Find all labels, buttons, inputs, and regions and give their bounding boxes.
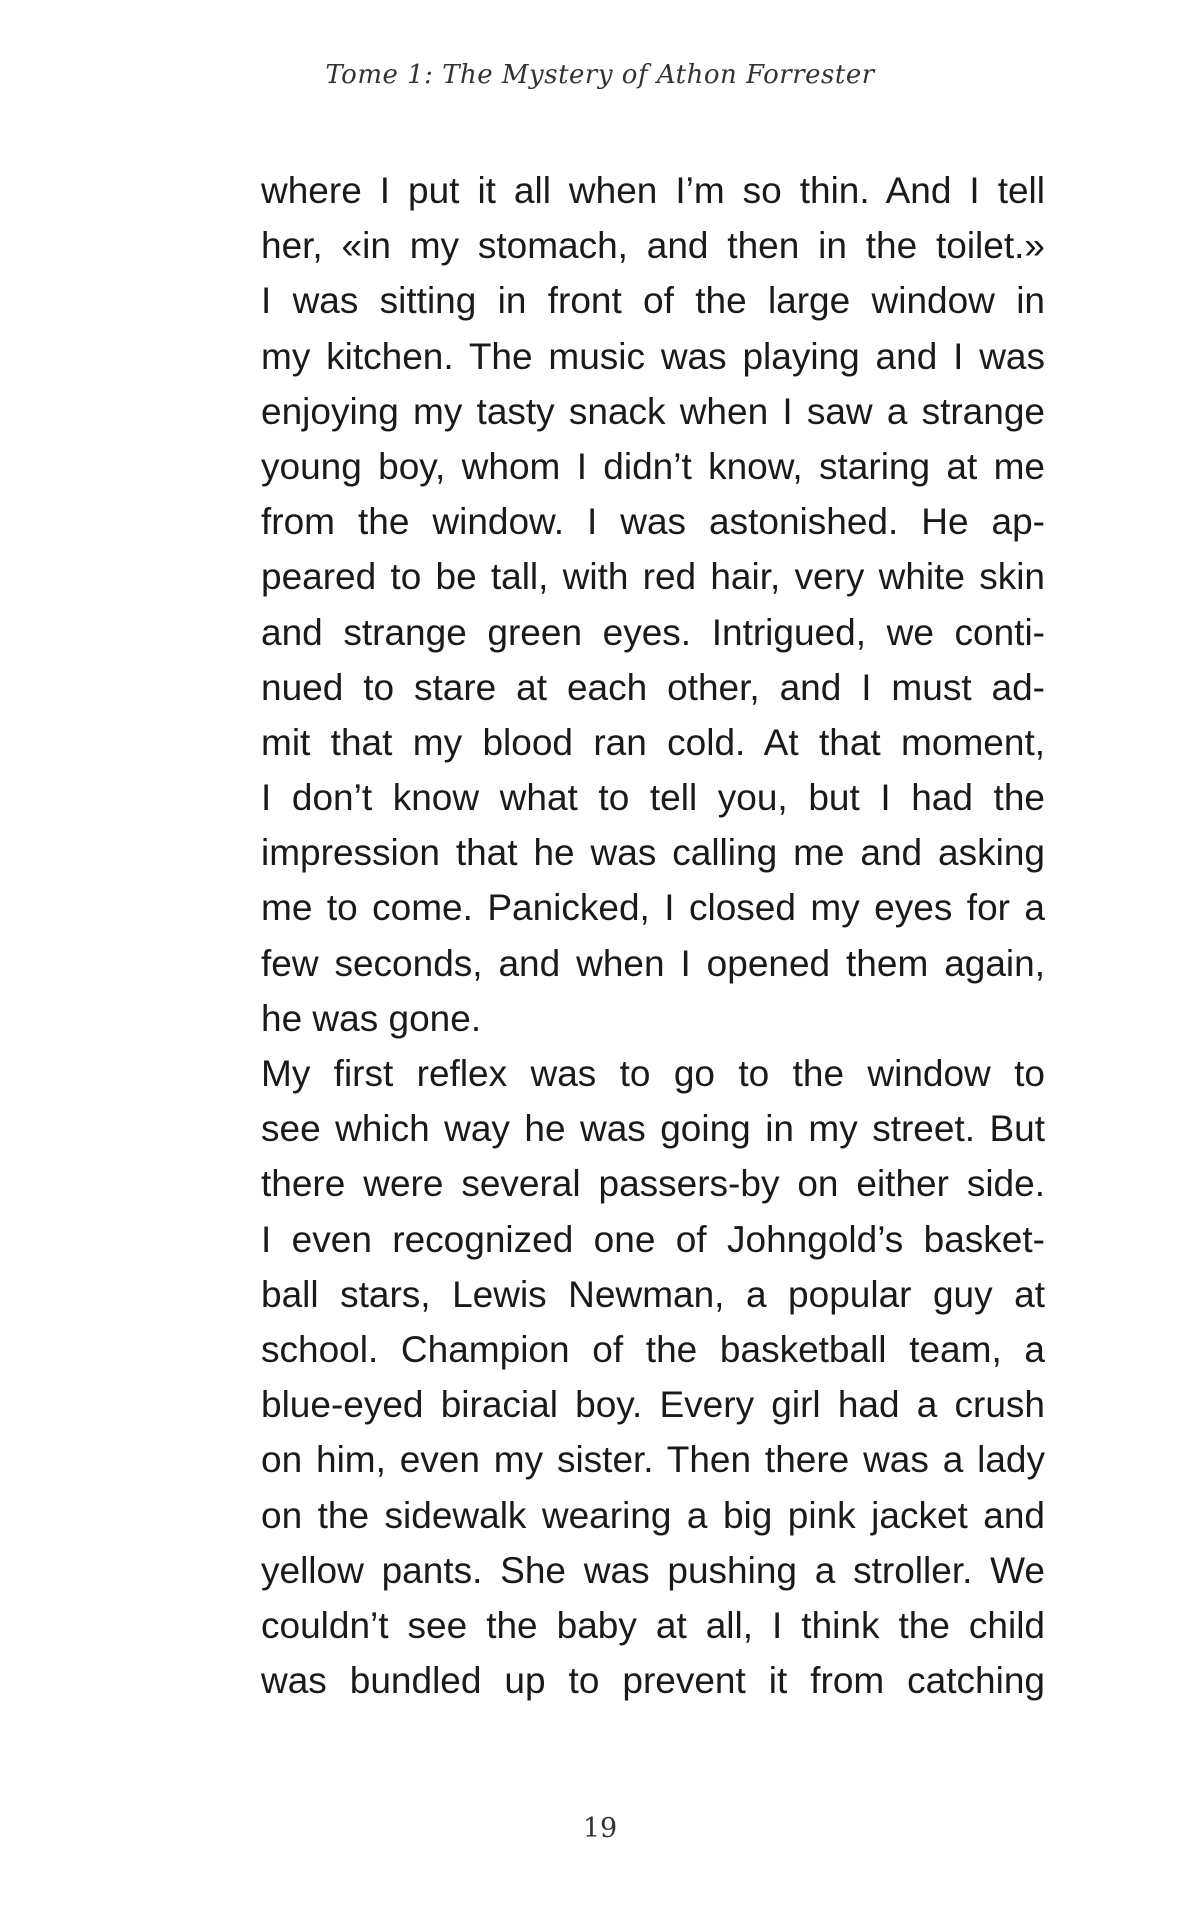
text-line: my kitchen. The music was playing and I was: [261, 335, 1045, 377]
text-line: on him, even my sister. Then there was a lady: [261, 1439, 1045, 1481]
text-line: My first reflex was to go to the window to: [261, 1053, 1045, 1094]
body-text: [261, 163, 1045, 1708]
text-line: he was gone.: [261, 997, 482, 1039]
text-line: yellow pants. She was pushing a stroller. We: [261, 1549, 1045, 1591]
text-line: enjoying my tasty snack when I saw a strange: [261, 390, 1045, 432]
text-line: I even recognized one of Johngold’s basket-: [261, 1218, 1045, 1260]
text-line: see which way he was going in my street. But: [261, 1108, 1045, 1150]
text-line: blue-eyed biracial boy. Every girl had a crush: [261, 1384, 1045, 1426]
text-line: nued to stare at each other, and I must ad-: [261, 666, 1045, 708]
text-line: from the window. I was astonished. He ap-: [261, 501, 1045, 543]
text-line: school. Champion of the basketball team, a: [261, 1328, 1045, 1370]
text-line: on the sidewalk wearing a big pink jacket and: [261, 1494, 1045, 1536]
page-number: 19: [582, 1813, 618, 1844]
text-line: couldn’t see the baby at all, I think the child: [261, 1604, 1045, 1646]
text-line: mit that my blood ran cold. At that moment,: [261, 721, 1045, 763]
text-line: ball stars, Lewis Newman, a popular guy at: [261, 1273, 1045, 1315]
text-line: young boy, whom I didn’t know, staring at me: [261, 445, 1045, 487]
running-header: Tome 1: The Mystery of Athon Forrester: [325, 60, 875, 90]
text-line: I don’t know what to tell you, but I had the: [261, 777, 1045, 819]
text-line: few seconds, and when I opened them again,: [261, 942, 1045, 984]
text-line: impression that he was calling me and asking: [261, 832, 1045, 874]
text-line: and strange green eyes. Intrigued, we conti-: [261, 611, 1045, 653]
text-line: I was sitting in front of the large window in: [261, 280, 1045, 322]
text-line: peared to be tall, with red hair, very white skin: [261, 556, 1045, 598]
text-line: her, «in my stomach, and then in the toilet.»: [261, 225, 1045, 267]
text-line: there were several passers-by on either side.: [261, 1163, 1045, 1205]
text-line: where I put it all when I’m so thin. And I tell: [261, 170, 1045, 211]
text-line: me to come. Panicked, I closed my eyes for a: [261, 887, 1045, 929]
text-line: was bundled up to prevent it from catching: [261, 1660, 1045, 1702]
